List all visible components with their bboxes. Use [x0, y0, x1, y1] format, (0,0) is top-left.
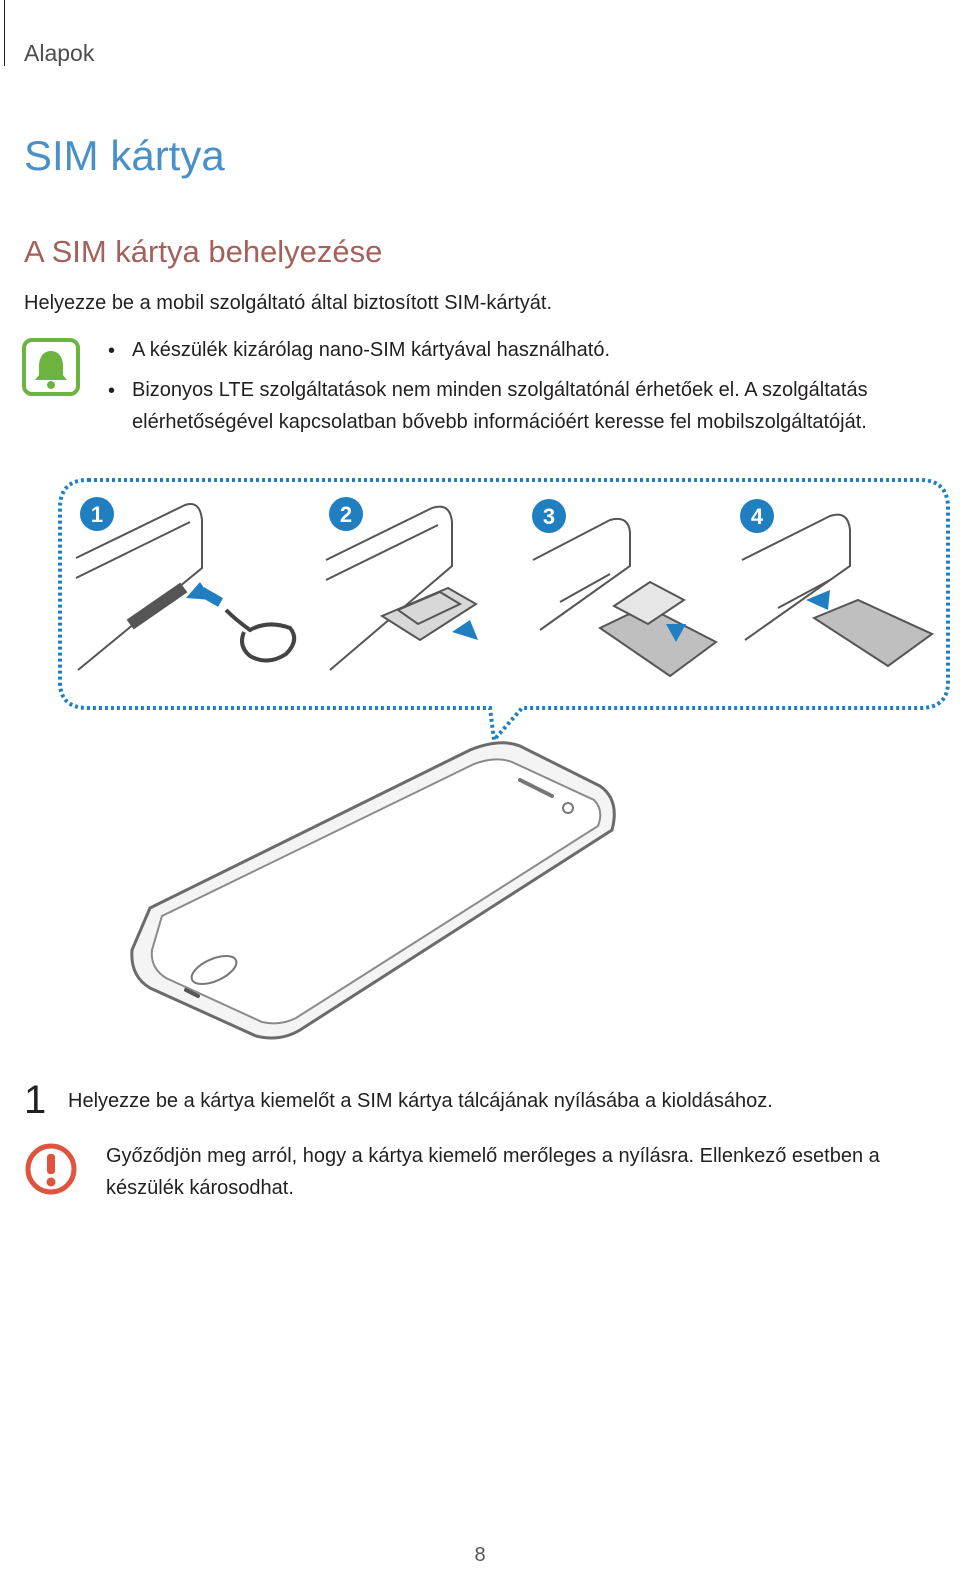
caution-text: Győződjön meg arról, hogy a kártya kiemelő merőleges a nyílásra. Ellenkező esetben a készülék károsodhat.: [106, 1145, 880, 1199]
caution-icon: [24, 1142, 78, 1196]
bell-icon: [22, 338, 80, 396]
step-badge-label: 2: [339, 502, 353, 527]
bullet-dot: •: [108, 380, 116, 402]
intro-text: Helyezze be a mobil szolgáltató által biztosított SIM-kártyát.: [24, 292, 553, 314]
page-title: SIM kártya: [24, 132, 225, 179]
step-badge-label: 4: [750, 504, 764, 529]
step2-phone-corner: [326, 507, 476, 670]
step4-phone-corner: [742, 515, 932, 666]
step3-phone-corner: [533, 519, 716, 676]
callout-frame: [60, 480, 948, 740]
sim-insert-illustration: [0, 470, 960, 1050]
bullet-dot: •: [108, 340, 116, 362]
page-number: 8: [474, 1544, 486, 1566]
step-text: Helyezze be a kártya kiemelőt a SIM kártya tálcájának nyílásába a kioldásához.: [68, 1090, 773, 1112]
margin-rule: [4, 0, 5, 66]
step-badge-label: 3: [542, 504, 556, 529]
section-subtitle: A SIM kártya behelyezése: [24, 234, 383, 269]
note-item: Bizonyos LTE szolgáltatások nem minden szolgáltatónál érhetőek el. A szolgáltatás elérhetőségével kapcsolatban bővebb információért keresse fel mobilszolgáltatóját.: [132, 379, 868, 433]
chapter-header: Alapok: [24, 40, 95, 66]
phone-illustration: [132, 743, 614, 1038]
note-item: A készülék kizárólag nano-SIM kártyával használható.: [132, 339, 611, 361]
ejector-pin: [226, 610, 294, 661]
step-number: 1: [24, 1078, 47, 1122]
step-badge-label: 1: [90, 502, 104, 527]
